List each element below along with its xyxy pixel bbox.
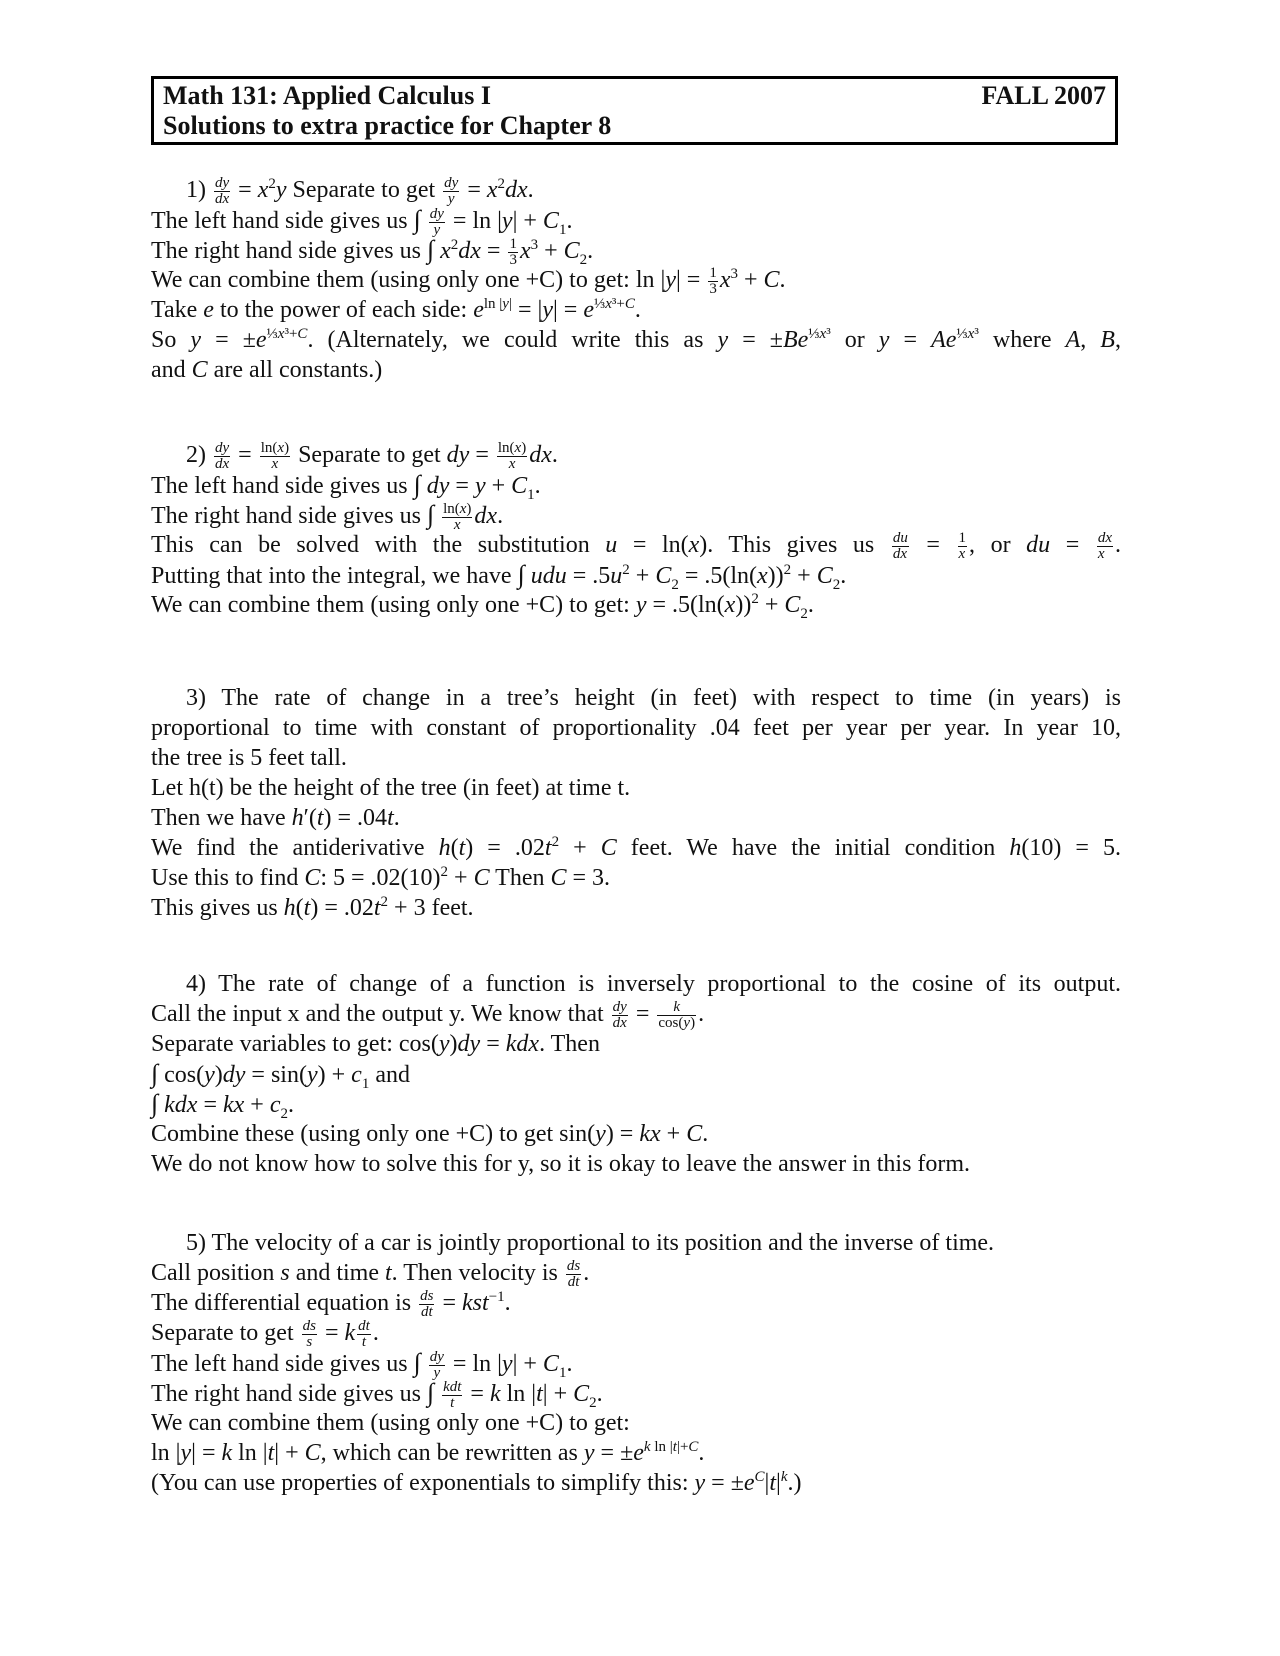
- problem-line: So $y = \pm e^{\frac{1}{3}x^3+C}$. (Alternately, we could write this as $y = \pm Be^{\frac{1}{3}x^3}$ or $y = Ae^{\frac{1}{3}x^3}$ where A, B,: [151, 326, 1121, 353]
- problem-line: the tree is 5 feet tall.: [151, 745, 347, 771]
- document-subtitle: Solutions to extra practice for Chapter 8: [163, 111, 612, 140]
- problem-line: and C are all constants.): [151, 357, 383, 383]
- problem-line: ∫ kdx = kx + $c_2$.: [151, 1089, 294, 1122]
- problem-line: Use this to find C: $5 = .02(10)^2 + C$ Then C = 3.: [151, 864, 611, 891]
- problem-2: [151, 440, 1121, 620]
- problem-line: Putting that into the integral, we have ∫ udu = $.5u^2 + C_2 = .5(\ln(x))^2 + C_2$.: [151, 560, 847, 593]
- problem-line: This can be solved with the substitution u = ln(x). This gives us $\frac{du}{dx}$ = $\frac{1}{x}$ , or du = $\frac{dx}{x}$ .: [151, 529, 1121, 562]
- problem-line: We can combine them (using only one +C) to get: $y = .5(\ln(x))^2 + C_2$.: [151, 591, 814, 622]
- document-header: [151, 76, 1118, 145]
- problem-line: Separate variables to get: cos(y)dy = kdx. Then: [151, 1031, 600, 1057]
- problem-line: We find the antiderivative $h(t) = .02t^2 + C$ feet. We have the initial condition h(10) = 5.: [151, 834, 1122, 861]
- problem-line: 1) $\frac{dy}{dx}$ = $x^2y$ Separate to get $\frac{dy}{y}$ = $x^2dx$.: [186, 174, 534, 207]
- problem-line: Combine these (using only one +C) to get sin(y) = kx + C.: [151, 1121, 709, 1147]
- problem-1: [151, 175, 1121, 385]
- problem-line: Call the input x and the output y. We know that $\frac{dy}{dx}$ = $\frac{k}{\cos(y)}$ .: [151, 998, 705, 1031]
- problem-line: The left hand side gives us ∫ $\frac{dy}{y}$ = $\ln |y| + C_1$.: [151, 205, 573, 238]
- problem-line: Then we have h′(t) = .04t.: [151, 805, 400, 831]
- problem-line: Call position s and time t. Then velocity is $\frac{ds}{dt}$ .: [151, 1257, 590, 1290]
- problem-line: The differential equation is $\frac{ds}{dt}$ = kst$^{-1}$.: [151, 1287, 511, 1320]
- problem-line: ∫ $\cos(y)dy = \sin(y) + c_1$ and: [151, 1059, 410, 1092]
- problem-line: We can combine them (using only one +C) to get:: [151, 1410, 630, 1436]
- problem-line: proportional to time with constant of proportionality .04 feet per year per year. In year 10,: [151, 715, 1121, 741]
- problem-line: We can combine them (using only one +C) to get: ln |y| = $\frac{1}{3}$ $x^3 + C$.: [151, 264, 786, 297]
- problem-3: [151, 683, 1121, 923]
- problem-5: [151, 1228, 1121, 1498]
- term-label: FALL 2007: [981, 81, 1106, 110]
- problem-line: 2) $\frac{dy}{dx}$ = $\frac{\ln(x)}{x}$ Separate to get dy = $\frac{\ln(x)}{x}$ dx.: [186, 439, 558, 472]
- course-title: Math 131: Applied Calculus I: [163, 81, 491, 110]
- problem-line: Let h(t) be the height of the tree (in feet) at time t.: [151, 775, 631, 801]
- problem-line: 3) The rate of change in a tree’s height (in feet) with respect to time (in years) is: [186, 685, 1121, 711]
- problem-line: Separate to get $\frac{ds}{s}$ = k $\frac{dt}{t}$ .: [151, 1317, 379, 1350]
- problem-line: The left hand side gives us ∫ dy = $y + C_1$.: [151, 470, 541, 503]
- problem-line: 5) The velocity of a car is jointly proportional to its position and the inverse of time.: [186, 1230, 995, 1256]
- problem-4: [151, 969, 1121, 1179]
- problem-line: The right hand side gives us ∫ $x^2dx$ = $\frac{1}{3}$ $x^3 + C_2$.: [151, 235, 594, 268]
- problem-line: The right hand side gives us ∫ kdt t = k $\ln |t| + C_2$.: [151, 1378, 603, 1411]
- problem-line: 4) The rate of change of a function is inversely proportional to the cosine of its output.: [186, 971, 1121, 997]
- problem-line: This gives us $h(t) = .02t^2 + 3$ feet.: [151, 894, 474, 921]
- problem-line: The left hand side gives us ∫ $\frac{dy}{y}$ = $\ln |y| + C_1$.: [151, 1348, 573, 1381]
- problem-line: Take e to the power of each side: $e^{ln |y|} = |y| = e^{\frac{1}{3}x^3+C}$.: [151, 296, 641, 323]
- problem-line: (You can use properties of exponentials to simplify this: $y = \pm e^C|t|^k$.): [151, 1469, 802, 1496]
- problem-line: ln |y| = k ln |t| + C, which can be rewritten as $y = \pm e^{k ln |t|+C}$.: [151, 1439, 705, 1466]
- problem-line: We do not know how to solve this for y, so it is okay to leave the answer in this form.: [151, 1151, 971, 1177]
- problem-line: The right hand side gives us ∫ $\frac{\ln(x)}{x}$ dx.: [151, 500, 504, 533]
